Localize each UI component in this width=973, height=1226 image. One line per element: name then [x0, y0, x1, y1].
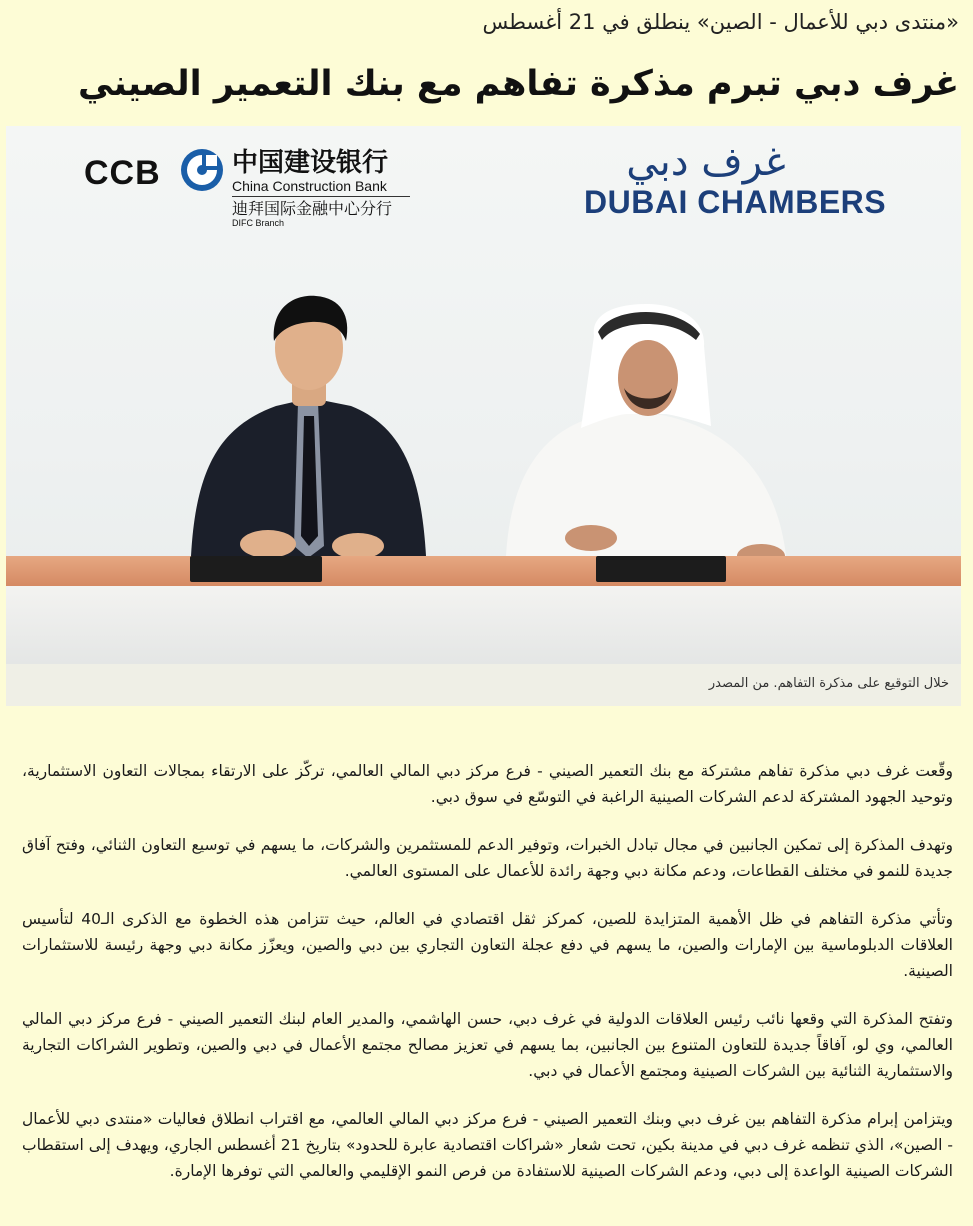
right-signing-folder — [596, 556, 726, 582]
paragraph-1: وقّعت غرف دبي مذكرة تفاهم مشتركة مع بنك التعمير الصيني - فرع مركز دبي المالي العالمي، تركّز على الارتقاء بمجالات التعاون الاستثمارية، وتوحيد الجهود المشتركة لدعم الشركات الصينية الراغبة في التوسّع في سوق دبي. — [22, 762, 953, 806]
ccb-chinese-name: 中国建设银行 — [232, 148, 389, 178]
table-front — [6, 586, 961, 664]
dubai-chambers-arabic: غرف دبي — [626, 139, 786, 185]
right-signatory — [506, 304, 786, 568]
article-kicker: «منتدى دبي للأعمال - الصين» ينطلق في 21 أغسطس — [482, 10, 959, 34]
paragraph-3: وتأتي مذكرة التفاهم في ظل الأهمية المتزايدة للصين، كمركز ثقل اقتصادي في العالم، حيث تتزامن هذه الخطوة مع الذكرى الـ40 لتأسيس العلاقات الدبلوماسية بين الإمارات والصين، ما يسهم في دفع عجلة التعاون التجاري بين دبي والصين، ويعزّز مكانة دبي وجهة رئيسة للاستثمارات الصينية. — [22, 910, 953, 980]
photo-figure — [6, 126, 961, 706]
paragraph-4: وتفتح المذكرة التي وقعها نائب رئيس العلاقات الدولية في غرف دبي، حسن الهاشمي، والمدير العام لبنك التعمير الصيني - فرع مركز دبي المالي العالمي، وي لو، آفاقاً جديدة للتعاون المتنوع بين الجانبين، بما يسهم في تعزيز مصالح مجتمع الأعمال في دبي والصين، وتطوير الشراكات التجارية والاستثمارية الثنائية بين الشركات الصينية ومجتمع الأعمال في دبي. — [22, 1010, 953, 1080]
photo-caption: خلال التوقيع على مذكرة التفاهم. من المصدر — [708, 676, 949, 691]
ccb-letters: CCB — [84, 154, 161, 192]
ccb-branch-chinese: 迪拜国际金融中心分行 — [232, 199, 393, 218]
signing-photo — [6, 126, 961, 664]
ccb-branch-english: DIFC Branch — [232, 218, 285, 228]
article-headline: غرف دبي تبرم مذكرة تفاهم مع بنك التعمير الصيني — [78, 64, 959, 104]
paragraph-2: وتهدف المذكرة إلى تمكين الجانبين في مجال تبادل الخبرات، وتوفير الدعم للمستثمرين والشركات، ما يسهم في توسيع التعاون الثنائي، وفتح آفاق جديدة للنمو في مختلف القطاعات، ودعم مكانة دبي وجهة رائدة للأعمال على المستوى العالمي. — [22, 836, 953, 880]
paragraph-5: ويتزامن إبرام مذكرة التفاهم بين غرف دبي وبنك التعمير الصيني - فرع مركز دبي المالي العالمي، مع اقتراب انطلاق فعاليات «منتدى دبي للأعمال - الصين»، الذي تنظمه غرف دبي في مدينة بكين، تحت شعار «شراكات اقتصادية عابرة للحدود» بتاريخ 21 أغسطس الجاري، ويهدف إلى استقطاب الشركات الصينية الواعدة إلى دبي، ودعم الشركات الصينية للاستفادة من فرص النمو الإقليمي والعالمي التي توفرها الإمارة. — [22, 1110, 953, 1180]
article-body — [22, 758, 953, 1206]
signing-table — [6, 556, 961, 586]
dubai-chambers-english: DUBAI CHAMBERS — [584, 184, 887, 220]
left-signatory — [191, 296, 426, 559]
ccb-english-name: China Construction Bank — [232, 178, 387, 194]
left-signing-folder — [190, 556, 322, 582]
